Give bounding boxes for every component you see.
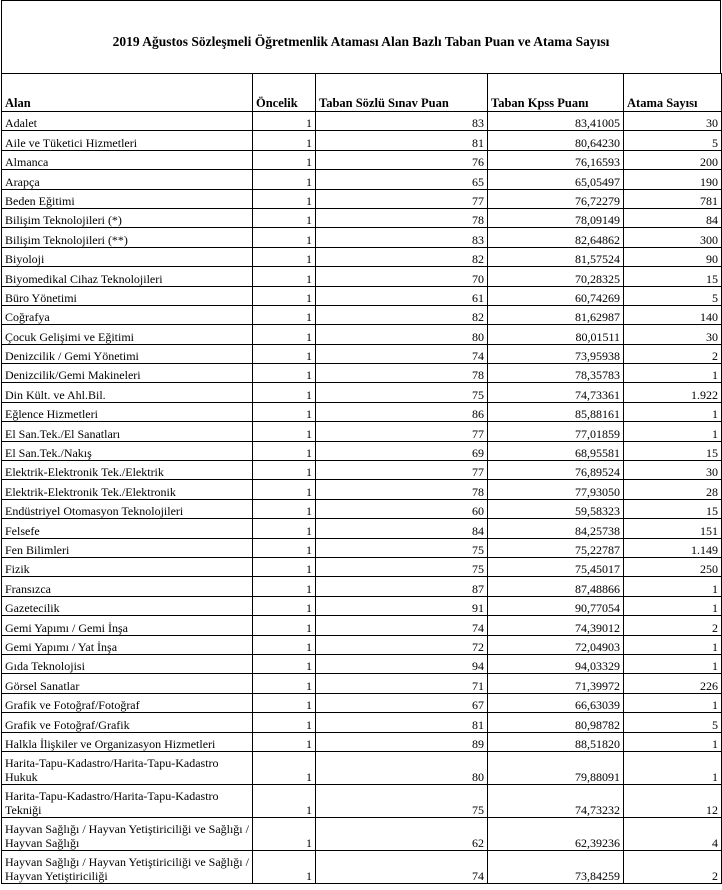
cell-atama-sayisi[interactable]: 140 bbox=[624, 305, 722, 324]
cell-taban-sozlu[interactable]: 89 bbox=[316, 732, 488, 751]
cell-taban-sozlu[interactable]: 65 bbox=[316, 170, 488, 189]
table-row bbox=[2, 422, 722, 441]
cell-alan[interactable]: Denizcilik / Gemi Yönetimi bbox=[2, 344, 253, 363]
cell-taban-sozlu[interactable]: 78 bbox=[316, 208, 488, 227]
cell-taban-kpss[interactable]: 80,64230 bbox=[488, 131, 624, 150]
cell-atama-sayisi[interactable]: 1 bbox=[624, 596, 722, 615]
cell-oncelik[interactable]: 1 bbox=[253, 596, 316, 615]
table-row bbox=[2, 402, 722, 421]
cell-oncelik[interactable]: 1 bbox=[253, 732, 316, 751]
cell-oncelik[interactable]: 1 bbox=[253, 383, 316, 402]
cell-taban-sozlu[interactable]: 80 bbox=[316, 325, 488, 344]
cell-atama-sayisi[interactable]: 2 bbox=[624, 344, 722, 363]
cell-taban-kpss[interactable]: 85,88161 bbox=[488, 402, 624, 421]
table-row bbox=[2, 519, 722, 538]
cell-alan[interactable]: Gıda Teknolojisi bbox=[2, 654, 253, 673]
cell-atama-sayisi[interactable]: 28 bbox=[624, 480, 722, 499]
cell-alan[interactable]: Grafik ve Fotoğraf/Grafik bbox=[2, 713, 253, 732]
cell-alan[interactable]: Gemi Yapımı / Yat İnşa bbox=[2, 635, 253, 654]
table-row bbox=[2, 817, 722, 850]
cell-taban-sozlu[interactable]: 86 bbox=[316, 402, 488, 421]
cell-oncelik[interactable]: 1 bbox=[253, 461, 316, 480]
cell-taban-kpss[interactable]: 80,98782 bbox=[488, 713, 624, 732]
cell-taban-sozlu[interactable]: 78 bbox=[316, 480, 488, 499]
cell-alan[interactable]: Fen Bilimleri bbox=[2, 538, 253, 557]
cell-oncelik[interactable]: 1 bbox=[253, 674, 316, 693]
cell-alan[interactable]: Beden Eğitimi bbox=[2, 189, 253, 208]
table-row bbox=[2, 713, 722, 732]
cell-taban-kpss[interactable]: 74,73361 bbox=[488, 383, 624, 402]
cell-atama-sayisi[interactable]: 200 bbox=[624, 150, 722, 169]
cell-taban-kpss[interactable]: 74,73232 bbox=[488, 784, 624, 817]
cell-taban-sozlu[interactable]: 77 bbox=[316, 189, 488, 208]
title-cell[interactable] bbox=[1, 0, 721, 73]
cell-atama-sayisi[interactable]: 84 bbox=[624, 208, 722, 227]
cell-alan[interactable]: Almanca bbox=[2, 150, 253, 169]
cell-atama-sayisi[interactable]: 226 bbox=[624, 674, 722, 693]
cell-atama-sayisi[interactable]: 1 bbox=[624, 654, 722, 673]
cell-atama-sayisi[interactable]: 15 bbox=[624, 499, 722, 518]
cell-atama-sayisi[interactable]: 5 bbox=[624, 131, 722, 150]
cell-atama-sayisi[interactable]: 30 bbox=[624, 325, 722, 344]
cell-taban-sozlu[interactable]: 75 bbox=[316, 557, 488, 576]
table-row bbox=[2, 480, 722, 499]
cell-taban-sozlu[interactable]: 91 bbox=[316, 596, 488, 615]
cell-alan[interactable]: Bilişim Teknolojileri (*) bbox=[2, 208, 253, 227]
table-row bbox=[2, 267, 722, 286]
table-row bbox=[2, 150, 722, 169]
cell-taban-kpss[interactable]: 77,01859 bbox=[488, 422, 624, 441]
cell-oncelik[interactable]: 1 bbox=[253, 267, 316, 286]
table-row bbox=[2, 616, 722, 635]
cell-alan[interactable]: Arapça bbox=[2, 170, 253, 189]
cell-taban-sozlu[interactable]: 75 bbox=[316, 538, 488, 557]
cell-taban-kpss[interactable]: 65,05497 bbox=[488, 170, 624, 189]
cell-taban-kpss[interactable]: 87,48866 bbox=[488, 577, 624, 596]
table-row bbox=[2, 654, 722, 673]
cell-taban-kpss[interactable]: 81,57524 bbox=[488, 247, 624, 266]
cell-atama-sayisi[interactable]: 190 bbox=[624, 170, 722, 189]
cell-oncelik[interactable]: 1 bbox=[253, 325, 316, 344]
cell-alan[interactable]: El San.Tek./El Sanatları bbox=[2, 422, 253, 441]
cell-oncelik[interactable]: 1 bbox=[253, 286, 316, 305]
cell-alan[interactable]: Elektrik-Elektronik Tek./Elektrik bbox=[2, 461, 253, 480]
cell-atama-sayisi[interactable]: 151 bbox=[624, 519, 722, 538]
cell-atama-sayisi[interactable]: 30 bbox=[624, 461, 722, 480]
cell-taban-sozlu[interactable]: 75 bbox=[316, 383, 488, 402]
cell-taban-kpss[interactable]: 66,63039 bbox=[488, 693, 624, 712]
cell-taban-kpss[interactable]: 60,74269 bbox=[488, 286, 624, 305]
cell-oncelik[interactable]: 1 bbox=[253, 635, 316, 654]
cell-alan[interactable]: Elektrik-Elektronik Tek./Elektronik bbox=[2, 480, 253, 499]
cell-atama-sayisi[interactable]: 1.149 bbox=[624, 538, 722, 557]
cell-alan[interactable]: Denizcilik/Gemi Makineleri bbox=[2, 364, 253, 383]
header-row bbox=[2, 74, 722, 112]
page-title: 2019 Ağustos Sözleşmeli Öğretmenlik Ataması Alan Bazlı Taban Puan ve Atama Sayısı bbox=[112, 34, 610, 49]
cell-oncelik[interactable]: 1 bbox=[253, 499, 316, 518]
cell-oncelik[interactable]: 1 bbox=[253, 784, 316, 817]
cell-taban-kpss[interactable]: 83,41005 bbox=[488, 112, 624, 131]
cell-taban-kpss[interactable]: 70,28325 bbox=[488, 267, 624, 286]
cell-taban-sozlu[interactable]: 77 bbox=[316, 422, 488, 441]
cell-taban-sozlu[interactable]: 83 bbox=[316, 112, 488, 131]
cell-taban-kpss[interactable]: 81,62987 bbox=[488, 305, 624, 324]
cell-taban-sozlu[interactable]: 69 bbox=[316, 441, 488, 460]
cell-taban-sozlu[interactable]: 74 bbox=[316, 616, 488, 635]
cell-alan[interactable]: Büro Yönetimi bbox=[2, 286, 253, 305]
cell-oncelik[interactable]: 1 bbox=[253, 112, 316, 131]
cell-taban-kpss[interactable]: 73,84259 bbox=[488, 850, 624, 883]
cell-alan[interactable]: Fransızca bbox=[2, 577, 253, 596]
cell-taban-sozlu[interactable]: 61 bbox=[316, 286, 488, 305]
cell-taban-kpss[interactable]: 76,16593 bbox=[488, 150, 624, 169]
cell-oncelik[interactable]: 1 bbox=[253, 751, 316, 784]
cell-alan[interactable]: Görsel Sanatlar bbox=[2, 674, 253, 693]
cell-taban-sozlu[interactable]: 78 bbox=[316, 364, 488, 383]
table-row bbox=[2, 538, 722, 557]
header-taban-kpss[interactable]: Taban Kpss Puanı bbox=[488, 74, 624, 112]
cell-atama-sayisi[interactable]: 4 bbox=[624, 817, 722, 850]
cell-taban-kpss[interactable]: 80,01511 bbox=[488, 325, 624, 344]
cell-taban-sozlu[interactable]: 94 bbox=[316, 654, 488, 673]
table-row bbox=[2, 784, 722, 817]
cell-oncelik[interactable]: 1 bbox=[253, 344, 316, 363]
cell-taban-kpss[interactable]: 62,39236 bbox=[488, 817, 624, 850]
cell-oncelik[interactable]: 1 bbox=[253, 519, 316, 538]
cell-atama-sayisi[interactable]: 1 bbox=[624, 635, 722, 654]
cell-oncelik[interactable]: 1 bbox=[253, 189, 316, 208]
table-row bbox=[2, 325, 722, 344]
cell-taban-sozlu[interactable]: 72 bbox=[316, 635, 488, 654]
cell-taban-sozlu[interactable]: 82 bbox=[316, 247, 488, 266]
cell-taban-sozlu[interactable]: 80 bbox=[316, 751, 488, 784]
table-row bbox=[2, 228, 722, 247]
spreadsheet bbox=[1, 0, 721, 884]
cell-taban-kpss[interactable]: 79,88091 bbox=[488, 751, 624, 784]
cell-taban-kpss[interactable]: 82,64862 bbox=[488, 228, 624, 247]
cell-taban-sozlu[interactable]: 82 bbox=[316, 305, 488, 324]
table-row bbox=[2, 364, 722, 383]
cell-oncelik[interactable]: 1 bbox=[253, 422, 316, 441]
cell-alan[interactable]: Hayvan Sağlığı / Hayvan Yetiştiriciliği ve Sağlığı / Hayvan Sağlığı bbox=[2, 817, 253, 850]
cell-alan[interactable]: Fizik bbox=[2, 557, 253, 576]
cell-taban-kpss[interactable]: 72,04903 bbox=[488, 635, 624, 654]
cell-alan[interactable]: Endüstriyel Otomasyon Teknolojileri bbox=[2, 499, 253, 518]
cell-alan[interactable]: Çocuk Gelişimi ve Eğitimi bbox=[2, 325, 253, 344]
table-row bbox=[2, 208, 722, 227]
table-row bbox=[2, 112, 722, 131]
cell-taban-sozlu[interactable]: 87 bbox=[316, 577, 488, 596]
data-table bbox=[1, 73, 722, 884]
table-row bbox=[2, 635, 722, 654]
cell-oncelik[interactable]: 1 bbox=[253, 557, 316, 576]
cell-taban-sozlu[interactable]: 81 bbox=[316, 131, 488, 150]
cell-oncelik[interactable]: 1 bbox=[253, 538, 316, 557]
cell-alan[interactable]: Halkla İlişkiler ve Organizasyon Hizmetleri bbox=[2, 732, 253, 751]
cell-oncelik[interactable]: 1 bbox=[253, 364, 316, 383]
cell-taban-sozlu[interactable]: 75 bbox=[316, 784, 488, 817]
table-row bbox=[2, 131, 722, 150]
cell-taban-kpss[interactable]: 76,89524 bbox=[488, 461, 624, 480]
cell-alan[interactable]: Hayvan Sağlığı / Hayvan Yetiştiriciliği ve Sağlığı / Hayvan Yetiştiriciliği bbox=[2, 850, 253, 883]
cell-alan[interactable]: Grafik ve Fotoğraf/Fotoğraf bbox=[2, 693, 253, 712]
cell-alan[interactable]: Gemi Yapımı / Gemi İnşa bbox=[2, 616, 253, 635]
table-row bbox=[2, 286, 722, 305]
cell-oncelik[interactable]: 1 bbox=[253, 713, 316, 732]
table-row bbox=[2, 557, 722, 576]
header-atama-sayisi[interactable]: Atama Sayısı bbox=[624, 74, 722, 112]
cell-alan[interactable]: Eğlence Hizmetleri bbox=[2, 402, 253, 421]
cell-taban-kpss[interactable]: 88,51820 bbox=[488, 732, 624, 751]
table-row bbox=[2, 850, 722, 883]
cell-atama-sayisi[interactable]: 781 bbox=[624, 189, 722, 208]
header-taban-sozlu[interactable]: Taban Sözlü Sınav Puan bbox=[316, 74, 488, 112]
cell-taban-kpss[interactable]: 77,93050 bbox=[488, 480, 624, 499]
cell-alan[interactable]: El San.Tek./Nakış bbox=[2, 441, 253, 460]
table-row bbox=[2, 461, 722, 480]
cell-atama-sayisi[interactable]: 1 bbox=[624, 751, 722, 784]
cell-taban-sozlu[interactable]: 74 bbox=[316, 850, 488, 883]
cell-taban-kpss[interactable]: 74,39012 bbox=[488, 616, 624, 635]
header-oncelik[interactable]: Öncelik bbox=[253, 74, 316, 112]
table-row bbox=[2, 751, 722, 784]
cell-taban-sozlu[interactable]: 81 bbox=[316, 713, 488, 732]
header-alan[interactable]: Alan bbox=[2, 74, 253, 112]
cell-taban-sozlu[interactable]: 74 bbox=[316, 344, 488, 363]
cell-atama-sayisi[interactable]: 300 bbox=[624, 228, 722, 247]
cell-taban-sozlu[interactable]: 70 bbox=[316, 267, 488, 286]
cell-alan[interactable]: Felsefe bbox=[2, 519, 253, 538]
cell-oncelik[interactable]: 1 bbox=[253, 480, 316, 499]
cell-atama-sayisi[interactable]: 1.922 bbox=[624, 383, 722, 402]
cell-atama-sayisi[interactable]: 15 bbox=[624, 267, 722, 286]
table-row bbox=[2, 596, 722, 615]
cell-atama-sayisi[interactable]: 15 bbox=[624, 441, 722, 460]
cell-taban-sozlu[interactable]: 76 bbox=[316, 150, 488, 169]
cell-oncelik[interactable]: 1 bbox=[253, 208, 316, 227]
cell-atama-sayisi[interactable]: 1 bbox=[624, 402, 722, 421]
table-row bbox=[2, 693, 722, 712]
cell-atama-sayisi[interactable]: 2 bbox=[624, 850, 722, 883]
table-row bbox=[2, 170, 722, 189]
cell-alan[interactable]: Gazetecilik bbox=[2, 596, 253, 615]
cell-alan[interactable]: Harita-Tapu-Kadastro/Harita-Tapu-Kadastro Hukuk bbox=[2, 751, 253, 784]
cell-alan[interactable]: Din Kült. ve Ahl.Bil. bbox=[2, 383, 253, 402]
cell-taban-kpss[interactable]: 78,09149 bbox=[488, 208, 624, 227]
cell-atama-sayisi[interactable]: 1 bbox=[624, 422, 722, 441]
cell-taban-kpss[interactable]: 94,03329 bbox=[488, 654, 624, 673]
table-row bbox=[2, 247, 722, 266]
cell-oncelik[interactable]: 1 bbox=[253, 616, 316, 635]
cell-atama-sayisi[interactable]: 1 bbox=[624, 732, 722, 751]
cell-oncelik[interactable]: 1 bbox=[253, 305, 316, 324]
cell-taban-kpss[interactable]: 78,35783 bbox=[488, 364, 624, 383]
cell-oncelik[interactable]: 1 bbox=[253, 441, 316, 460]
cell-taban-sozlu[interactable]: 71 bbox=[316, 674, 488, 693]
table-row bbox=[2, 577, 722, 596]
table-row bbox=[2, 499, 722, 518]
cell-atama-sayisi[interactable]: 30 bbox=[624, 112, 722, 131]
cell-taban-kpss[interactable]: 71,39972 bbox=[488, 674, 624, 693]
cell-oncelik[interactable]: 1 bbox=[253, 131, 316, 150]
cell-atama-sayisi[interactable]: 1 bbox=[624, 364, 722, 383]
table-row bbox=[2, 305, 722, 324]
cell-taban-sozlu[interactable]: 62 bbox=[316, 817, 488, 850]
cell-taban-kpss[interactable]: 59,58323 bbox=[488, 499, 624, 518]
cell-atama-sayisi[interactable]: 1 bbox=[624, 693, 722, 712]
table-row bbox=[2, 383, 722, 402]
cell-taban-kpss[interactable]: 73,95938 bbox=[488, 344, 624, 363]
cell-oncelik[interactable]: 1 bbox=[253, 228, 316, 247]
cell-atama-sayisi[interactable]: 5 bbox=[624, 286, 722, 305]
cell-atama-sayisi[interactable]: 12 bbox=[624, 784, 722, 817]
cell-taban-kpss[interactable]: 68,95581 bbox=[488, 441, 624, 460]
cell-taban-sozlu[interactable]: 60 bbox=[316, 499, 488, 518]
cell-alan[interactable]: Coğrafya bbox=[2, 305, 253, 324]
cell-taban-kpss[interactable]: 75,22787 bbox=[488, 538, 624, 557]
cell-alan[interactable]: Harita-Tapu-Kadastro/Harita-Tapu-Kadastro Tekniği bbox=[2, 784, 253, 817]
cell-oncelik[interactable]: 1 bbox=[253, 693, 316, 712]
cell-taban-sozlu[interactable]: 84 bbox=[316, 519, 488, 538]
cell-alan[interactable]: Biyomedikal Cihaz Teknolojileri bbox=[2, 267, 253, 286]
cell-atama-sayisi[interactable]: 1 bbox=[624, 577, 722, 596]
cell-oncelik[interactable]: 1 bbox=[253, 402, 316, 421]
table-row bbox=[2, 674, 722, 693]
cell-taban-kpss[interactable]: 84,25738 bbox=[488, 519, 624, 538]
cell-taban-kpss[interactable]: 76,72279 bbox=[488, 189, 624, 208]
cell-taban-kpss[interactable]: 75,45017 bbox=[488, 557, 624, 576]
cell-oncelik[interactable]: 1 bbox=[253, 577, 316, 596]
cell-alan[interactable]: Biyoloji bbox=[2, 247, 253, 266]
cell-alan[interactable]: Bilişim Teknolojileri (**) bbox=[2, 228, 253, 247]
cell-oncelik[interactable]: 1 bbox=[253, 817, 316, 850]
cell-atama-sayisi[interactable]: 2 bbox=[624, 616, 722, 635]
table-row bbox=[2, 732, 722, 751]
cell-alan[interactable]: Aile ve Tüketici Hizmetleri bbox=[2, 131, 253, 150]
cell-atama-sayisi[interactable]: 250 bbox=[624, 557, 722, 576]
cell-oncelik[interactable]: 1 bbox=[253, 654, 316, 673]
cell-atama-sayisi[interactable]: 90 bbox=[624, 247, 722, 266]
cell-taban-kpss[interactable]: 90,77054 bbox=[488, 596, 624, 615]
cell-oncelik[interactable]: 1 bbox=[253, 850, 316, 883]
cell-taban-sozlu[interactable]: 67 bbox=[316, 693, 488, 712]
cell-alan[interactable]: Adalet bbox=[2, 112, 253, 131]
cell-taban-sozlu[interactable]: 77 bbox=[316, 461, 488, 480]
table-row bbox=[2, 189, 722, 208]
table-row bbox=[2, 344, 722, 363]
cell-atama-sayisi[interactable]: 5 bbox=[624, 713, 722, 732]
cell-oncelik[interactable]: 1 bbox=[253, 170, 316, 189]
cell-taban-sozlu[interactable]: 83 bbox=[316, 228, 488, 247]
cell-oncelik[interactable]: 1 bbox=[253, 150, 316, 169]
cell-oncelik[interactable]: 1 bbox=[253, 247, 316, 266]
table-row bbox=[2, 441, 722, 460]
